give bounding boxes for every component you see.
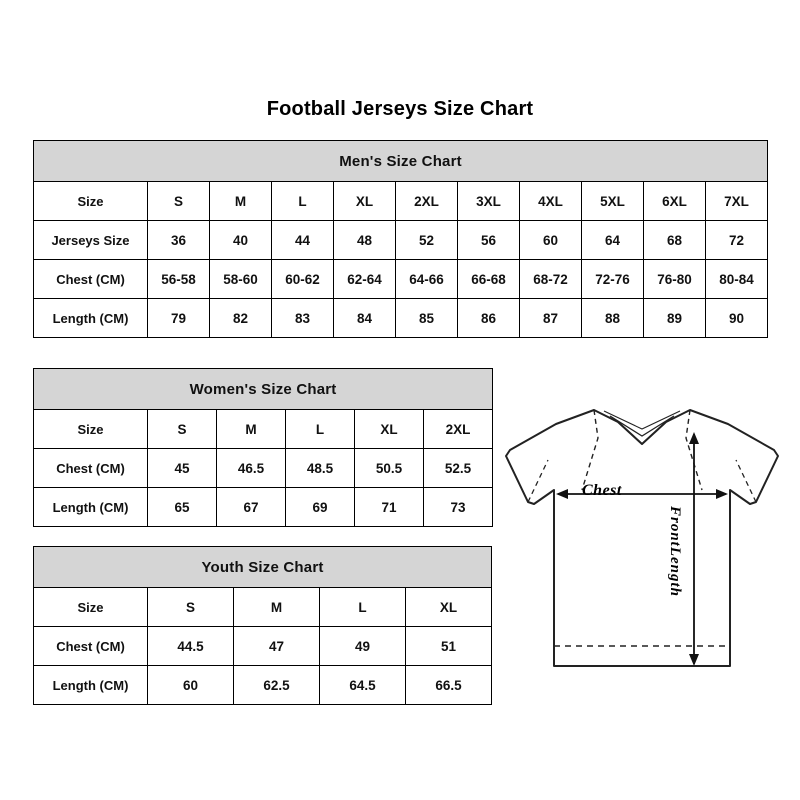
table-row [34, 627, 492, 666]
cell: 72-76 [582, 260, 644, 299]
youth-chart-heading: Youth Size Chart [34, 547, 492, 588]
cell: 72 [706, 221, 768, 260]
cell: 90 [706, 299, 768, 338]
cell: 76-80 [644, 260, 706, 299]
cell: 87 [520, 299, 582, 338]
cell: 51 [406, 627, 492, 666]
table-row [34, 588, 492, 627]
table-header-row [34, 547, 492, 588]
cell: 88 [582, 299, 644, 338]
cell: 5XL [582, 182, 644, 221]
cell: M [217, 410, 286, 449]
cell: 62.5 [234, 666, 320, 705]
cell: 4XL [520, 182, 582, 221]
cell: 60 [148, 666, 234, 705]
cell: M [234, 588, 320, 627]
cell: 73 [424, 488, 493, 527]
table-row [34, 299, 768, 338]
chest-measure-label: Chest [582, 482, 622, 499]
cell: 52.5 [424, 449, 493, 488]
cell: 67 [217, 488, 286, 527]
row-label: Length (CM) [34, 666, 148, 705]
cell: 52 [396, 221, 458, 260]
cell: 2XL [396, 182, 458, 221]
row-label: Chest (CM) [34, 449, 148, 488]
cell: 7XL [706, 182, 768, 221]
cell: 64.5 [320, 666, 406, 705]
front-length-measure-label: FrontLength [667, 506, 683, 598]
row-label: Length (CM) [34, 488, 148, 527]
cell: 46.5 [217, 449, 286, 488]
cell: 58-60 [210, 260, 272, 299]
cell: S [148, 182, 210, 221]
cell: 56 [458, 221, 520, 260]
cell: 82 [210, 299, 272, 338]
cell: 48.5 [286, 449, 355, 488]
table-row [34, 221, 768, 260]
cell: 68 [644, 221, 706, 260]
shirt-outline-icon [506, 410, 778, 666]
cell: 66-68 [458, 260, 520, 299]
cell: 69 [286, 488, 355, 527]
table-row [34, 182, 768, 221]
row-label: Size [34, 588, 148, 627]
mens-size-chart-table [33, 140, 768, 338]
cell: 56-58 [148, 260, 210, 299]
tshirt-diagram [498, 398, 786, 688]
table-header-row [34, 369, 493, 410]
cell: 2XL [424, 410, 493, 449]
mens-chart-heading: Men's Size Chart [34, 141, 768, 182]
cell: 48 [334, 221, 396, 260]
cell: 50.5 [355, 449, 424, 488]
cell: XL [334, 182, 396, 221]
womens-chart-heading: Women's Size Chart [34, 369, 493, 410]
cell: 47 [234, 627, 320, 666]
cell: 45 [148, 449, 217, 488]
row-label: Size [34, 410, 148, 449]
cell: 64-66 [396, 260, 458, 299]
row-label: Length (CM) [34, 299, 148, 338]
cell: 68-72 [520, 260, 582, 299]
table-row [34, 410, 493, 449]
cell: 40 [210, 221, 272, 260]
cell: S [148, 588, 234, 627]
cell: 6XL [644, 182, 706, 221]
cell: 64 [582, 221, 644, 260]
cell: L [286, 410, 355, 449]
cell: 66.5 [406, 666, 492, 705]
table-header-row [34, 141, 768, 182]
cell: 44 [272, 221, 334, 260]
womens-size-chart-table [33, 368, 493, 527]
cell: 85 [396, 299, 458, 338]
cell: 80-84 [706, 260, 768, 299]
cell: 65 [148, 488, 217, 527]
cell: 71 [355, 488, 424, 527]
cell: 36 [148, 221, 210, 260]
row-label: Jerseys Size [34, 221, 148, 260]
cell: L [320, 588, 406, 627]
table-row [34, 260, 768, 299]
cell: 86 [458, 299, 520, 338]
cell: 60-62 [272, 260, 334, 299]
cell: L [272, 182, 334, 221]
page-title: Football Jerseys Size Chart [266, 98, 534, 120]
row-label: Chest (CM) [34, 627, 148, 666]
cell: S [148, 410, 217, 449]
cell: 62-64 [334, 260, 396, 299]
row-label: Chest (CM) [34, 260, 148, 299]
cell: XL [406, 588, 492, 627]
cell: 79 [148, 299, 210, 338]
row-label: Size [34, 182, 148, 221]
cell: XL [355, 410, 424, 449]
cell: 60 [520, 221, 582, 260]
cell: M [210, 182, 272, 221]
cell: 49 [320, 627, 406, 666]
youth-size-chart-table [33, 546, 492, 705]
cell: 83 [272, 299, 334, 338]
table-row [34, 488, 493, 527]
table-row [34, 666, 492, 705]
table-row [34, 449, 493, 488]
cell: 84 [334, 299, 396, 338]
cell: 44.5 [148, 627, 234, 666]
cell: 3XL [458, 182, 520, 221]
cell: 89 [644, 299, 706, 338]
